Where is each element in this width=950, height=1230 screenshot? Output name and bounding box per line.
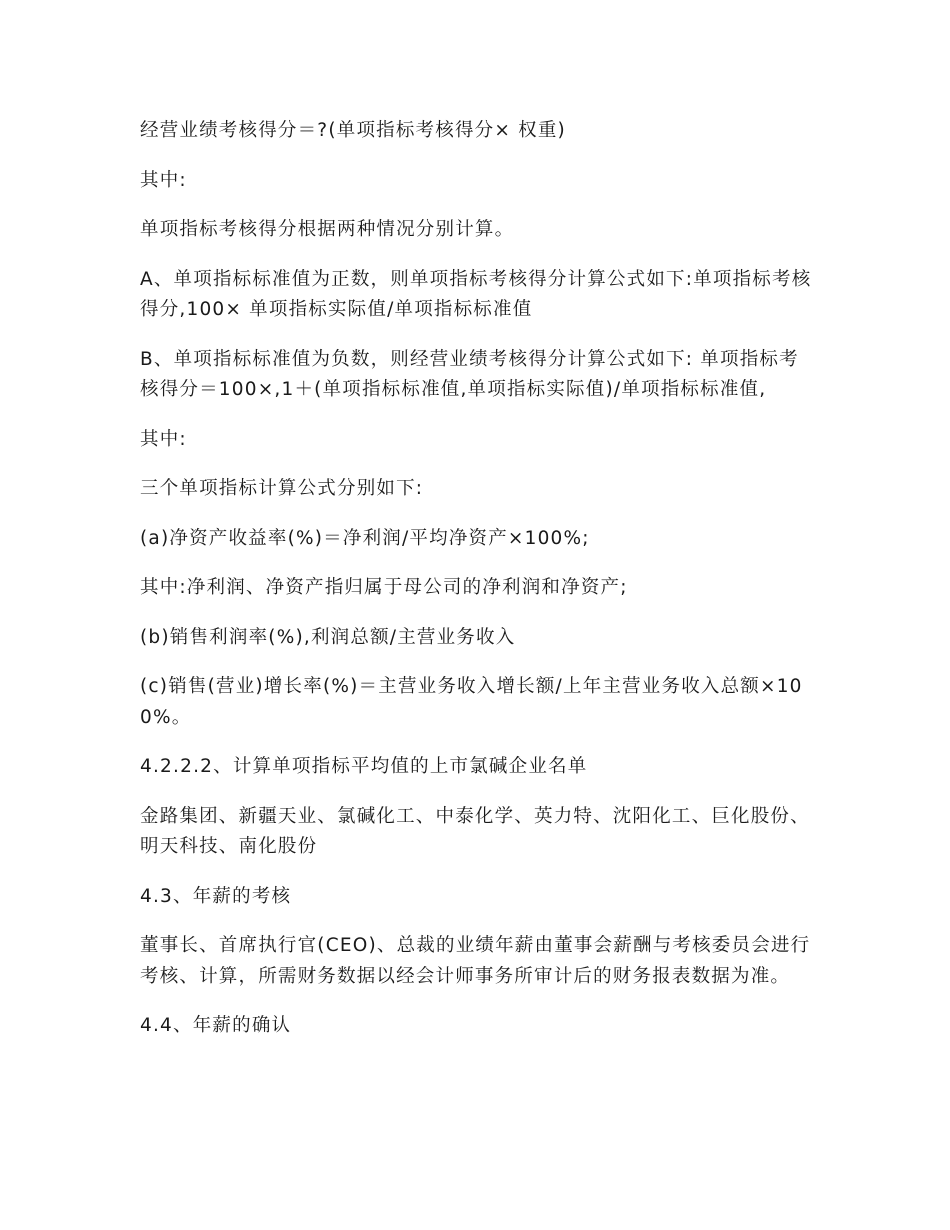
text-where: 其中: [140, 169, 187, 191]
document-body [140, 116, 812, 1061]
formula-profit-margin: (b)销售利润率(%),利润总额/主营业务收入 [140, 626, 516, 648]
section-heading-4-3: 4.3、年薪的考核 [140, 885, 292, 907]
text-three-indicators-intro: 三个单项指标计算公式分别如下: [140, 478, 424, 499]
case-a-positive-standard: A、单项指标标准值为正数，则单项指标考核得分计算公式如下:单项指标考核得分,100× 单项指标实际值/单项指标标准值 [140, 268, 812, 320]
text-score-calculation-intro: 单项指标考核得分根据两种情况分别计算。 [140, 219, 515, 240]
text-where: 其中: [140, 428, 187, 450]
section-heading-4-2-2-2: 4.2.2.2、计算单项指标平均值的上市氯碱企业名单 [140, 756, 588, 777]
formula-performance-score: 经营业绩考核得分＝?(单项指标考核得分× 权重) [140, 120, 566, 141]
text-salary-assessment: 董事长、首席执行官(CEO)、总裁的业绩年薪由董事会薪酬与考核委员会进行考核、计算，所需财务数据以经会计师事务所审计后的财务报表数据为准。 [140, 935, 811, 987]
case-b-negative-standard: B、单项指标标准值为负数，则经营业绩考核得分计算公式如下: 单项指标考核得分＝100×,1＋(单项指标标准值,单项指标实际值)/单项指标标准值, [140, 348, 799, 400]
section-heading-4-4: 4.4、年薪的确认 [140, 1015, 292, 1036]
note-net-profit-definition: 其中:净利润、净资产指归属于母公司的净利润和净资产; [140, 577, 628, 598]
formula-growth-rate: (c)销售(营业)增长率(%)＝主营业务收入增长额/上年主营业务收入总额×100%。 [140, 676, 803, 728]
company-list: 金路集团、新疆天业、氯碱化工、中泰化学、英力特、沈阳化工、巨化股份、明天科技、南化股份 [140, 805, 810, 857]
formula-roe: (a)净资产收益率(%)＝净利润/平均净资产×100%; [140, 527, 590, 549]
